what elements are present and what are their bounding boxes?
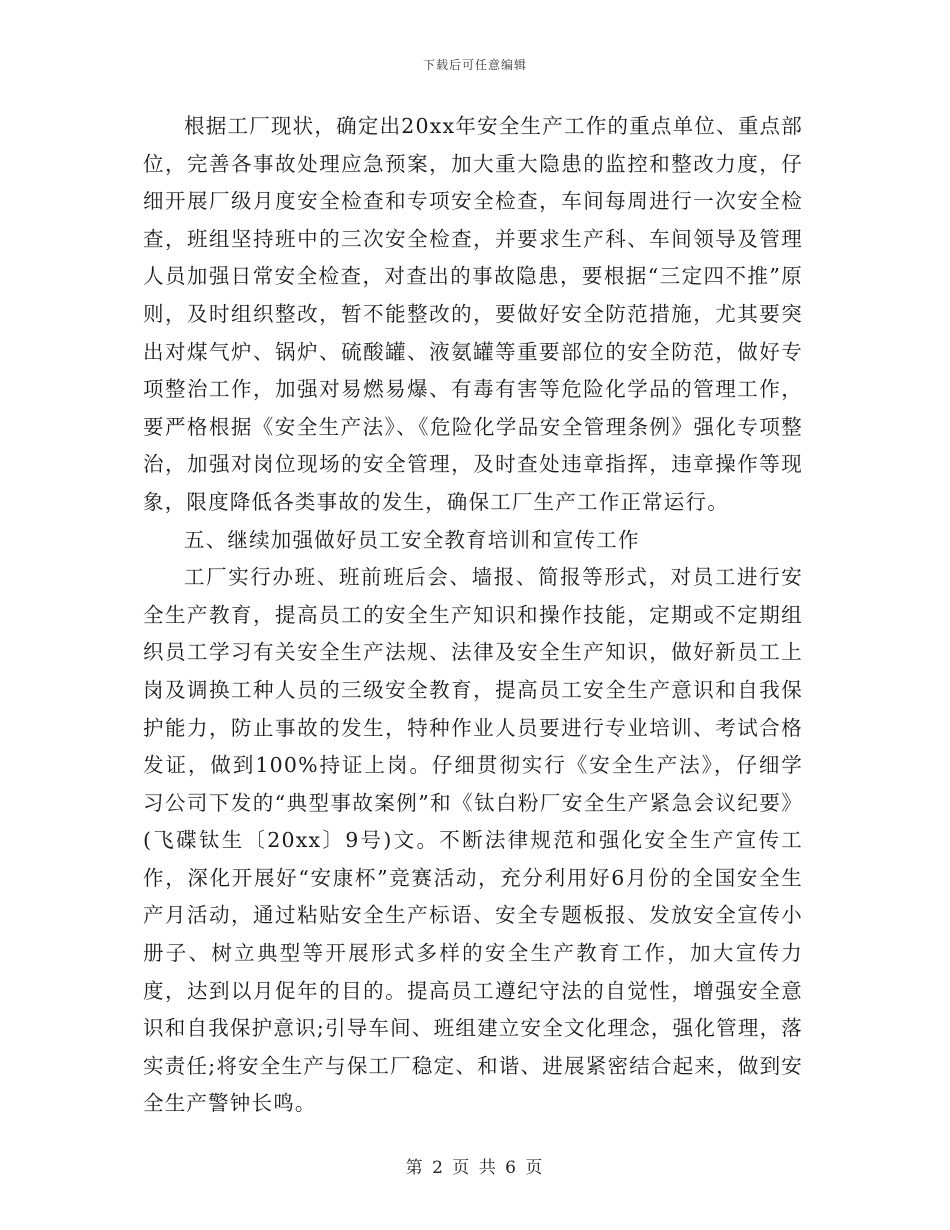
document-body <box>143 108 803 1123</box>
page-header: 下载后可任意编辑 <box>422 58 527 72</box>
paragraph-education-training: 工厂实行办班、班前班后会、墙报、简报等形式，对员工进行安全生产教育，提高员工的安全生产知识和操作技能，定期或不定期组织员工学习有关安全生产法规、法律及安全生产知识，做好新员工上岗及调换工种人员的三级安全教育，提高员工安全生产意识和自我保护能力，防止事故的发生，特种作业人员要进行专业培训、考试合格发证，做到100%持证上岗。仔细贯彻实行《安全生产法》，仔细学习公司下发的“典型事故案例”和《钛白粉厂安全生产紧急会议纪要》(飞碟钛生〔20xx〕9号)文。不断法律规范和强化安全生产宣传工作，深化开展好“安康杯”竞赛活动，充分利用好6月份的全国安全生产月活动，通过粘贴安全生产标语、安全专题板报、发放安全宣传小册子、树立典型等开展形式多样的安全生产教育工作，加大宣传力度，达到以月促年的目的。提高员工遵纪守法的自觉性，增强安全意识和自我保护意识;引导车间、班组建立安全文化理念，强化管理，落实责任;将安全生产与保工厂稳定、和谐、进展紧密结合起来，做到安全生产警钟长鸣。 <box>143 565 803 1116</box>
section-heading-education: 五、继续加强做好员工安全教育培训和宣传工作 <box>184 527 640 552</box>
paragraph-safety-inspection: 根据工厂现状，确定出20xx年安全生产工作的重点单位、重点部位，完善各事故处理应急预案，加大重大隐患的监控和整改力度，仔细开展厂级月度安全检查和专项安全检查，车间每周进行一次安全检查，班组坚持班中的三次安全检查，并要求生产科、车间领导及管理人员加强日常安全检查，对查出的事故隐患，要根据“三定四不推”原则，及时组织整改，暂不能整改的，要做好安全防范措施，尤其要突出对煤气炉、锅炉、硫酸罐、液氨罐等重要部位的安全防范，做好专项整治工作，加强对易燃易爆、有毒有害等危险化学品的管理工作，要严格根据《安全生产法》、《危险化学品安全管理条例》强化专项整治，加强对岗位现场的安全管理，及时查处违章指挥，违章操作等现象，限度降低各类事故的发生，确保工厂生产工作正常运行。 <box>143 114 803 514</box>
page-number: 第 2 页 共 6 页 <box>405 1158 545 1178</box>
